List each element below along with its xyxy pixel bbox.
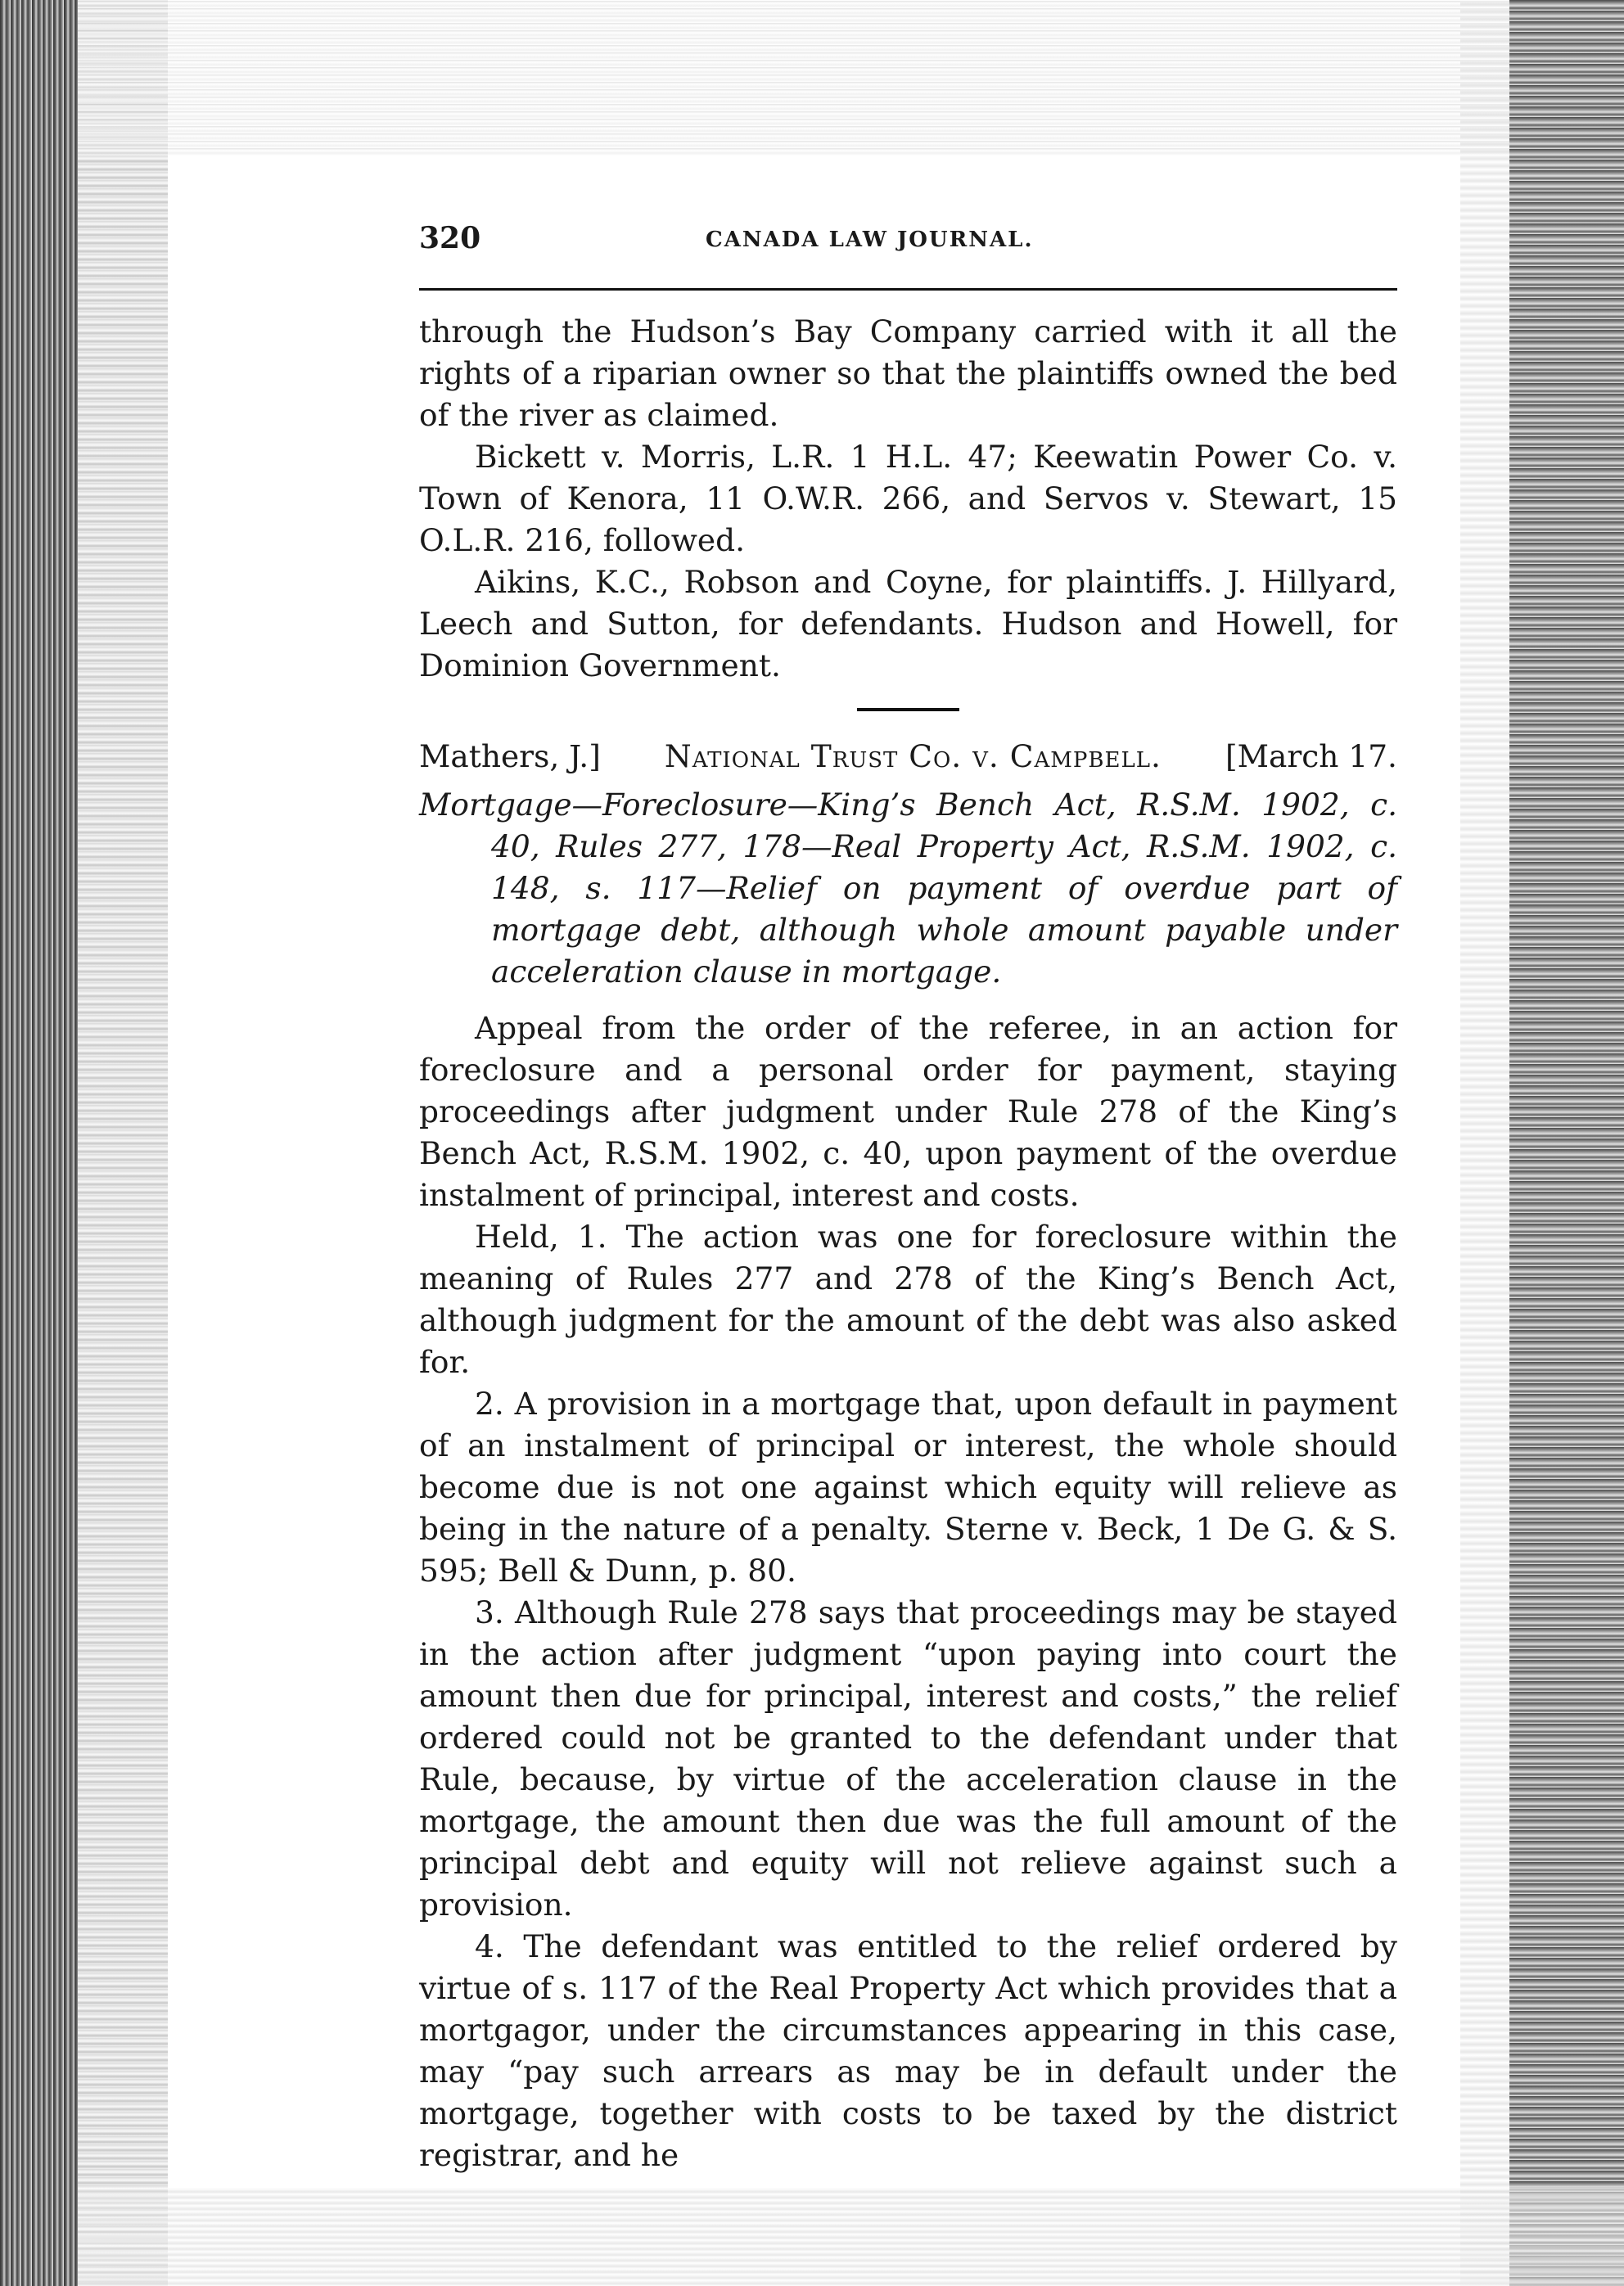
paragraph-held-2: 2. A provision in a mortgage that, upon default in payment of an instalment of principal or interest, the whole should become due is not one against which equity will relieve as being in the nature of a penalty. Sterne v. Beck, 1 De G. & S. 595; Bell & Dunn, p. 80.	[419, 1386, 1397, 1589]
paragraph-counsel: Aikins, K.C., Robson and Coyne, for plaintiffs. J. Hillyard, Leech and Sutton, for defendants. Hudson and Howell, for Dominion Government.	[419, 564, 1397, 683]
paragraph-held-3: 3. Although Rule 278 says that proceedings may be stayed in the action after judgment “upon paying into court the amount then due for principal, interest and costs,” the relief ordered could not be granted to the defendant under that Rule, because, by virtue of the acceleration clause in the mortgage, the amount then due was the full amount of the principal debt and equity will not relieve against such a provision.	[419, 1594, 1397, 1923]
journal-page	[419, 221, 1397, 2173]
headnote: Mortgage—Foreclosure—King’s Bench Act, R.S.M. 1902, c. 40, Rules 277, 178—Real Property Act, R.S.M. 1902, c. 148, s. 117—Relief on payment of overdue part of mortgage debt, although whole amount payable under acceleration clause in mortgage.	[419, 787, 1397, 990]
paragraph-appeal: Appeal from the order of the referee, in an action for foreclosure and a personal order for payment, staying proceedings after judgment under Rule 278 of the King’s Bench Act, R.S.M. 1902, c. 40, upon payment of the overdue instalment of principal, interest and costs.	[419, 1010, 1397, 1213]
running-head: CANADA LAW JOURNAL.	[706, 228, 1034, 252]
scan-gutter	[78, 0, 168, 2286]
scan-bottom-edge	[78, 2188, 1624, 2286]
section-separator	[857, 708, 959, 711]
paragraph-continuation: through the Hudson’s Bay Company carried with it all the rights of a riparian owner so that the plaintiffs owned the bed of the river as claimed.	[419, 313, 1397, 433]
scan-top-edge	[78, 0, 1624, 156]
paragraph-held-1: Held, 1. The action was one for foreclosure within the meaning of Rules 277 and 278 of the King’s Bench Act, although judgment for the amount of the debt was also asked for.	[419, 1219, 1397, 1380]
case-judge: Mathers, J.]	[419, 738, 601, 774]
page-header	[419, 221, 1397, 270]
scan-right-margin	[1460, 0, 1509, 2286]
scan-binding-shadow	[0, 0, 78, 2286]
scan-right-edge	[1509, 0, 1624, 2286]
case-date: [March 17.	[1225, 738, 1397, 774]
paragraph-citations: Bickett v. Morris, L.R. 1 H.L. 47; Keewatin Power Co. v. Town of Kenora, 11 O.W.R. 266, and Servos v. Stewart, 15 O.L.R. 216, followed.	[419, 439, 1397, 558]
spacer	[419, 993, 1397, 1008]
header-rule	[419, 288, 1397, 291]
case-title: National Trust Co. v. Campbell.	[664, 738, 1162, 774]
case-heading	[419, 736, 1397, 778]
page-number: 320	[419, 221, 481, 255]
paragraph-held-4: 4. The defendant was entitled to the relief ordered by virtue of s. 117 of the Real Property Act which provides that a mortgagor, under the circumstances appearing in this case, may “pay such arrears as may be in default under the mortgage, together with costs to be taxed by the district registrar, and he	[419, 1928, 1397, 2173]
body-text	[419, 311, 1397, 2176]
